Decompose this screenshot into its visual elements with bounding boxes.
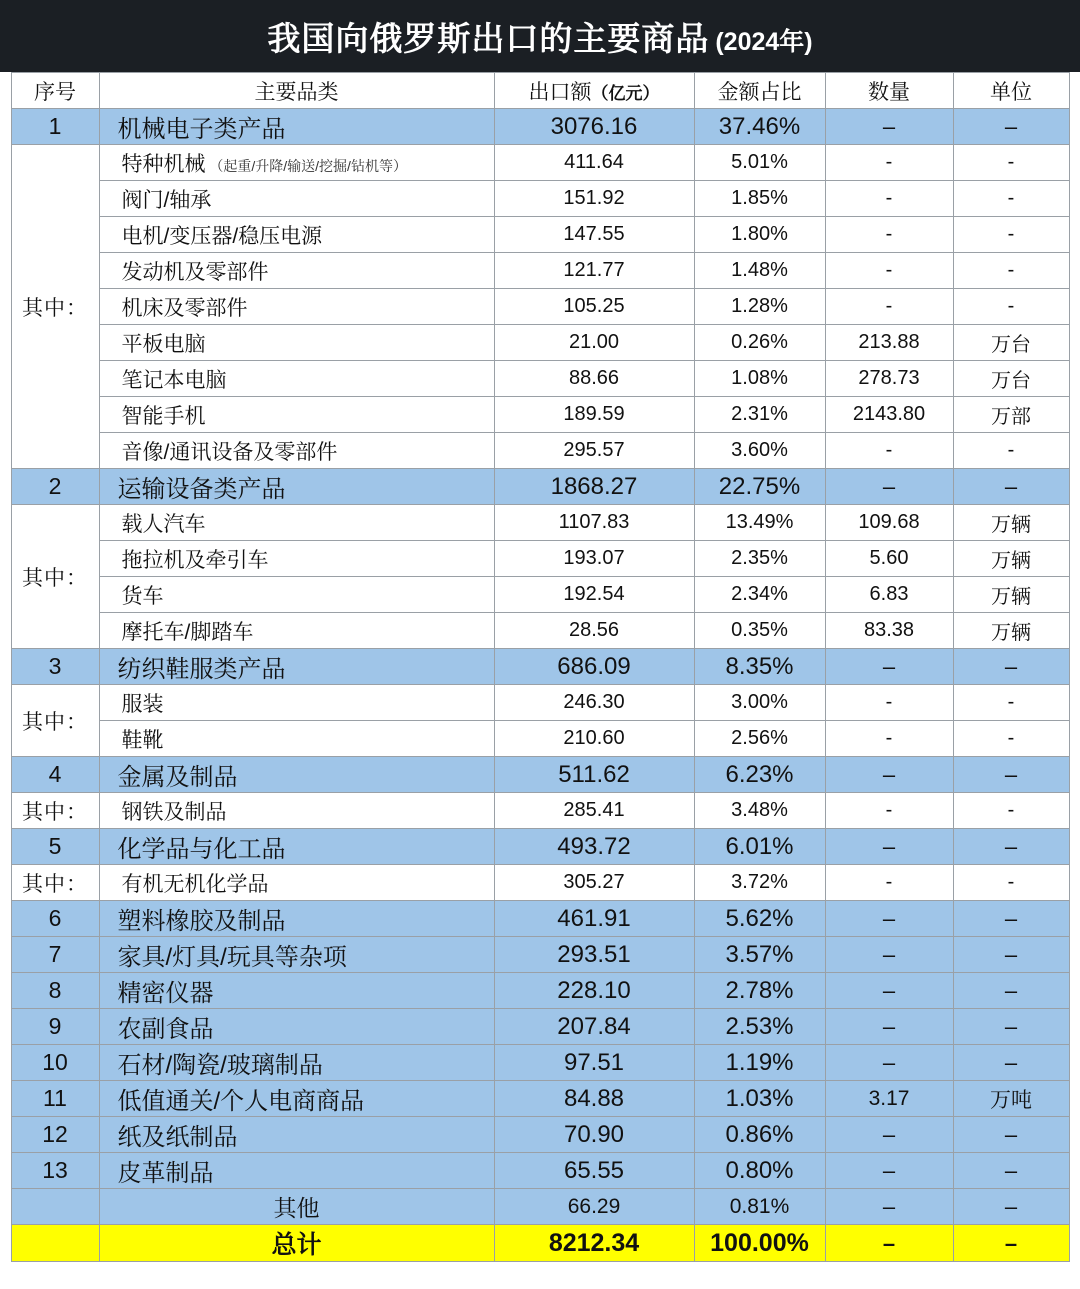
row-share: 22.75% (694, 469, 825, 505)
row-unit: 万辆 (953, 613, 1069, 649)
row-share: 3.60% (694, 433, 825, 469)
row-unit: – (953, 937, 1069, 973)
row-qty: - (825, 721, 953, 757)
row-unit: – (953, 469, 1069, 505)
row-category: 精密仪器 (99, 973, 494, 1009)
row-share: 3.48% (694, 793, 825, 829)
row-amount: 121.77 (494, 253, 694, 289)
row-index: 9 (11, 1009, 99, 1045)
row-unit: – (953, 1045, 1069, 1081)
row-amount: 8212.34 (494, 1225, 694, 1262)
row-amount: 28.56 (494, 613, 694, 649)
row-share: 2.31% (694, 397, 825, 433)
row-index: 2 (11, 469, 99, 505)
row-share: 2.35% (694, 541, 825, 577)
table-row (11, 1225, 1069, 1262)
header-quantity: 数量 (825, 73, 953, 109)
row-category: 拖拉机及牵引车 (99, 541, 494, 577)
row-unit: – (953, 973, 1069, 1009)
page-title-year: (2024年) (715, 27, 813, 56)
table-row (11, 1153, 1069, 1189)
row-qty: - (825, 253, 953, 289)
row-qty: 278.73 (825, 361, 953, 397)
row-category: 其他 (99, 1189, 494, 1225)
table-row (11, 541, 1069, 577)
row-amount: 70.90 (494, 1117, 694, 1153)
row-unit: 万吨 (953, 1081, 1069, 1117)
row-category: 皮革制品 (99, 1153, 494, 1189)
table-row (11, 1009, 1069, 1045)
page-title: 我国向俄罗斯出口的主要商品 (267, 19, 710, 57)
row-unit: - (953, 145, 1069, 181)
row-qty: – (825, 1045, 953, 1081)
row-index: 12 (11, 1117, 99, 1153)
row-amount: 97.51 (494, 1045, 694, 1081)
row-category: 音像/通讯设备及零部件 (99, 433, 494, 469)
row-unit: 万台 (953, 361, 1069, 397)
qizhong-label: 其中： (11, 793, 99, 829)
row-amount: 246.30 (494, 685, 694, 721)
table-row (11, 865, 1069, 901)
row-share: 1.48% (694, 253, 825, 289)
row-share: 2.56% (694, 721, 825, 757)
row-index: 10 (11, 1045, 99, 1081)
row-category: 服装 (99, 685, 494, 721)
row-amount: 411.64 (494, 145, 694, 181)
table-row (11, 1117, 1069, 1153)
row-unit: - (953, 685, 1069, 721)
row-qty: – (825, 1117, 953, 1153)
row-qty: – (825, 901, 953, 937)
row-category: 金属及制品 (99, 757, 494, 793)
row-share: 1.28% (694, 289, 825, 325)
row-category-note: （起重/升降/输送/挖掘/钻机等） (205, 157, 407, 174)
table-row (11, 937, 1069, 973)
row-index: 5 (11, 829, 99, 865)
row-qty: 5.60 (825, 541, 953, 577)
table-row (11, 289, 1069, 325)
row-unit: - (953, 433, 1069, 469)
table-row (11, 613, 1069, 649)
row-unit: 万台 (953, 325, 1069, 361)
header-index: 序号 (11, 73, 99, 109)
row-unit: 万辆 (953, 505, 1069, 541)
row-share: 1.80% (694, 217, 825, 253)
row-qty: 109.68 (825, 505, 953, 541)
row-unit: – (953, 1009, 1069, 1045)
table-row (11, 325, 1069, 361)
row-category: 发动机及零部件 (99, 253, 494, 289)
row-amount: 207.84 (494, 1009, 694, 1045)
row-category: 家具/灯具/玩具等杂项 (99, 937, 494, 973)
header-unit: 单位 (953, 73, 1069, 109)
row-category: 塑料橡胶及制品 (99, 901, 494, 937)
row-share: 5.62% (694, 901, 825, 937)
row-category: 化学品与化工品 (99, 829, 494, 865)
row-unit: - (953, 181, 1069, 217)
table-header (11, 73, 1069, 109)
header-amount (494, 73, 694, 109)
row-amount: 305.27 (494, 865, 694, 901)
table-row (11, 649, 1069, 685)
table-body (11, 109, 1069, 1262)
row-amount: 88.66 (494, 361, 694, 397)
row-amount: 285.41 (494, 793, 694, 829)
row-category: 纸及纸制品 (99, 1117, 494, 1153)
row-index: 1 (11, 109, 99, 145)
table-row (11, 217, 1069, 253)
row-category: 机床及零部件 (99, 289, 494, 325)
row-index: 3 (11, 649, 99, 685)
row-category: 运输设备类产品 (99, 469, 494, 505)
row-index (11, 1225, 99, 1262)
row-share: 5.01% (694, 145, 825, 181)
table-row (11, 1189, 1069, 1225)
row-unit: 万辆 (953, 577, 1069, 613)
row-qty: - (825, 289, 953, 325)
row-qty: 213.88 (825, 325, 953, 361)
row-amount: 295.57 (494, 433, 694, 469)
row-amount: 151.92 (494, 181, 694, 217)
row-qty: - (825, 865, 953, 901)
row-qty: – (825, 469, 953, 505)
header-share: 金额占比 (694, 73, 825, 109)
row-amount: 84.88 (494, 1081, 694, 1117)
row-share: 0.35% (694, 613, 825, 649)
row-share: 1.03% (694, 1081, 825, 1117)
row-unit: – (953, 1117, 1069, 1153)
row-unit: – (953, 1153, 1069, 1189)
table-row (11, 361, 1069, 397)
row-amount: 511.62 (494, 757, 694, 793)
row-category: 载人汽车 (99, 505, 494, 541)
row-category: 货车 (99, 577, 494, 613)
table-row (11, 253, 1069, 289)
row-qty: – (825, 973, 953, 1009)
table-row (11, 145, 1069, 181)
row-amount: 21.00 (494, 325, 694, 361)
row-qty: - (825, 685, 953, 721)
row-share: 2.53% (694, 1009, 825, 1045)
row-share: 0.80% (694, 1153, 825, 1189)
row-category: 摩托车/脚踏车 (99, 613, 494, 649)
row-share: 2.78% (694, 973, 825, 1009)
qizhong-label: 其中： (11, 865, 99, 901)
table-row (11, 793, 1069, 829)
row-qty: - (825, 793, 953, 829)
table-row (11, 1081, 1069, 1117)
row-category: 智能手机 (99, 397, 494, 433)
row-qty: – (825, 829, 953, 865)
qizhong-label: 其中： (11, 505, 99, 649)
row-unit: - (953, 793, 1069, 829)
table-header-row (11, 73, 1069, 109)
row-category: 农副食品 (99, 1009, 494, 1045)
row-share: 100.00% (694, 1225, 825, 1262)
table-row (11, 757, 1069, 793)
row-category: 笔记本电脑 (99, 361, 494, 397)
row-qty: 83.38 (825, 613, 953, 649)
row-share: 6.01% (694, 829, 825, 865)
row-amount: 66.29 (494, 1189, 694, 1225)
row-unit: - (953, 865, 1069, 901)
row-amount: 461.91 (494, 901, 694, 937)
row-share: 6.23% (694, 757, 825, 793)
row-unit: 万辆 (953, 541, 1069, 577)
row-share: 1.85% (694, 181, 825, 217)
header-amount-unit: （亿元） (591, 83, 660, 103)
row-category: 低值通关/个人电商商品 (99, 1081, 494, 1117)
row-category: 电机/变压器/稳压电源 (99, 217, 494, 253)
table-row (11, 505, 1069, 541)
row-unit: – (953, 649, 1069, 685)
row-index: 7 (11, 937, 99, 973)
row-amount: 1868.27 (494, 469, 694, 505)
row-index: 13 (11, 1153, 99, 1189)
row-amount: 189.59 (494, 397, 694, 433)
row-qty: - (825, 181, 953, 217)
row-unit: 万部 (953, 397, 1069, 433)
row-amount: 3076.16 (494, 109, 694, 145)
table-row (11, 397, 1069, 433)
table-row (11, 433, 1069, 469)
header-amount-label: 出口额 (528, 80, 592, 104)
row-index: 8 (11, 973, 99, 1009)
row-share: 3.57% (694, 937, 825, 973)
row-qty: – (825, 1009, 953, 1045)
row-amount: 105.25 (494, 289, 694, 325)
row-index (11, 1189, 99, 1225)
row-share: 0.81% (694, 1189, 825, 1225)
row-qty: – (825, 1189, 953, 1225)
table-row (11, 721, 1069, 757)
row-unit: - (953, 289, 1069, 325)
qizhong-label: 其中： (11, 685, 99, 757)
row-qty: – (825, 649, 953, 685)
export-goods-table (11, 72, 1070, 1262)
row-category: 机械电子类产品 (99, 109, 494, 145)
header-category: 主要品类 (99, 73, 494, 109)
row-qty: – (825, 1153, 953, 1189)
row-share: 13.49% (694, 505, 825, 541)
row-index: 4 (11, 757, 99, 793)
table-row (11, 973, 1069, 1009)
table-row (11, 181, 1069, 217)
row-qty: – (825, 937, 953, 973)
page-title-bar (0, 0, 1080, 72)
qizhong-label: 其中： (11, 145, 99, 469)
row-category: 特种机械 （起重/升降/输送/挖掘/钻机等） (99, 145, 494, 181)
table-row (11, 1045, 1069, 1081)
row-category: 总计 (99, 1225, 494, 1262)
row-amount: 193.07 (494, 541, 694, 577)
row-qty: - (825, 433, 953, 469)
row-qty: - (825, 217, 953, 253)
row-index: 11 (11, 1081, 99, 1117)
table-row (11, 577, 1069, 613)
row-amount: 686.09 (494, 649, 694, 685)
row-category: 钢铁及制品 (99, 793, 494, 829)
row-amount: 192.54 (494, 577, 694, 613)
row-unit: - (953, 217, 1069, 253)
row-category: 纺织鞋服类产品 (99, 649, 494, 685)
row-category: 鞋靴 (99, 721, 494, 757)
row-share: 0.26% (694, 325, 825, 361)
row-qty: – (825, 757, 953, 793)
row-category: 石材/陶瓷/玻璃制品 (99, 1045, 494, 1081)
row-share: 2.34% (694, 577, 825, 613)
row-unit: - (953, 253, 1069, 289)
row-amount: 1107.83 (494, 505, 694, 541)
row-share: 0.86% (694, 1117, 825, 1153)
row-category: 阀门/轴承 (99, 181, 494, 217)
row-share: 8.35% (694, 649, 825, 685)
row-amount: 147.55 (494, 217, 694, 253)
row-category: 平板电脑 (99, 325, 494, 361)
table-row (11, 829, 1069, 865)
row-qty: - (825, 145, 953, 181)
row-amount: 210.60 (494, 721, 694, 757)
row-share: 37.46% (694, 109, 825, 145)
row-unit: – (953, 901, 1069, 937)
row-share: 1.08% (694, 361, 825, 397)
row-unit: - (953, 721, 1069, 757)
row-share: 3.00% (694, 685, 825, 721)
row-unit: – (953, 109, 1069, 145)
row-unit: – (953, 1225, 1069, 1262)
row-qty: – (825, 109, 953, 145)
row-unit: – (953, 829, 1069, 865)
row-amount: 65.55 (494, 1153, 694, 1189)
table-row (11, 109, 1069, 145)
table-row (11, 685, 1069, 721)
row-unit: – (953, 757, 1069, 793)
row-share: 3.72% (694, 865, 825, 901)
row-unit: – (953, 1189, 1069, 1225)
row-share: 1.19% (694, 1045, 825, 1081)
table-row (11, 901, 1069, 937)
row-index: 6 (11, 901, 99, 937)
row-amount: 293.51 (494, 937, 694, 973)
row-qty: – (825, 1225, 953, 1262)
row-qty: 6.83 (825, 577, 953, 613)
row-amount: 493.72 (494, 829, 694, 865)
row-category: 有机无机化学品 (99, 865, 494, 901)
row-qty: 2143.80 (825, 397, 953, 433)
row-amount: 228.10 (494, 973, 694, 1009)
table-row (11, 469, 1069, 505)
row-qty: 3.17 (825, 1081, 953, 1117)
